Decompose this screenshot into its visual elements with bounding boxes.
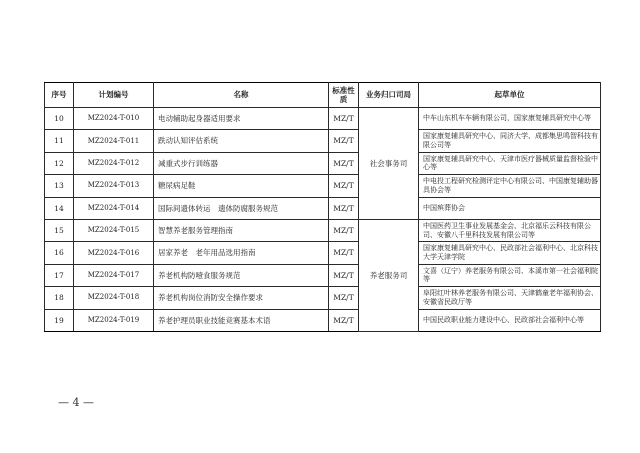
cell-seq: 15 bbox=[45, 219, 74, 241]
cell-seq: 17 bbox=[45, 264, 74, 286]
cell-plan-no: MZ2024-T-017 bbox=[74, 264, 154, 286]
cell-nature: MZ/T bbox=[329, 175, 359, 197]
cell-nature: MZ/T bbox=[329, 130, 359, 152]
cell-drafter: 国家康复辅具研究中心、民政部社会福利中心、北京科技大学天津学院 bbox=[419, 242, 601, 264]
table-row bbox=[45, 108, 601, 130]
table-row bbox=[45, 197, 601, 219]
cell-seq: 12 bbox=[45, 152, 74, 174]
header-plan-no: 计划编号 bbox=[74, 83, 154, 108]
cell-seq: 13 bbox=[45, 175, 74, 197]
cell-name: 国际间遗体转运 遗体防腐服务规范 bbox=[154, 197, 329, 219]
cell-name: 跌动认知评估系统 bbox=[154, 130, 329, 152]
header-drafter: 起草单位 bbox=[419, 83, 601, 108]
table-row bbox=[45, 152, 601, 174]
cell-nature: MZ/T bbox=[329, 219, 359, 241]
cell-plan-no: MZ2024-T-010 bbox=[74, 108, 154, 130]
cell-drafter: 中国医药卫生事业发展基金会、北京福乐云科技有限公司、安徽八千里科技发展有限公司等 bbox=[419, 219, 601, 241]
cell-name: 养老机构岗位消防安全操作要求 bbox=[154, 287, 329, 309]
header-dept: 业务归口司局 bbox=[359, 83, 419, 108]
table-row bbox=[45, 264, 601, 286]
cell-drafter: 阜阳红叶林养老服务有限公司、天津鹤童老年福利协会、安徽省民政厅等 bbox=[419, 287, 601, 309]
cell-nature: MZ/T bbox=[329, 108, 359, 130]
cell-plan-no: MZ2024-T-014 bbox=[74, 197, 154, 219]
table-row bbox=[45, 242, 601, 264]
cell-drafter: 中车山东机车车辆有限公司，国家康复辅具研究中心等 bbox=[419, 108, 601, 130]
cell-name: 养老护理员职业技能竞赛基本术语 bbox=[154, 309, 329, 331]
header-standard-nature: 标准性质 bbox=[329, 83, 359, 108]
cell-plan-no: MZ2024-T-013 bbox=[74, 175, 154, 197]
cell-nature: MZ/T bbox=[329, 264, 359, 286]
cell-drafter: 中国民政职业能力建设中心、民政部社会福利中心等 bbox=[419, 309, 601, 331]
cell-seq: 18 bbox=[45, 287, 74, 309]
cell-plan-no: MZ2024-T-018 bbox=[74, 287, 154, 309]
cell-name: 养老机构防噎食服务规范 bbox=[154, 264, 329, 286]
cell-name: 智慧养老服务管理指南 bbox=[154, 219, 329, 241]
cell-plan-no: MZ2024-T-015 bbox=[74, 219, 154, 241]
table-row bbox=[45, 287, 601, 309]
cell-name: 减重式步行训练器 bbox=[154, 152, 329, 174]
cell-name: 居家养老 老年用品选用指南 bbox=[154, 242, 329, 264]
cell-drafter: 中国殡葬协会 bbox=[419, 197, 601, 219]
cell-seq: 11 bbox=[45, 130, 74, 152]
cell-plan-no: MZ2024-T-016 bbox=[74, 242, 154, 264]
cell-name: 电动辅助起身器适用要求 bbox=[154, 108, 329, 130]
table-row bbox=[45, 130, 601, 152]
cell-plan-no: MZ2024-T-019 bbox=[74, 309, 154, 331]
table-row bbox=[45, 219, 601, 241]
table-header-row bbox=[45, 83, 601, 108]
cell-nature: MZ/T bbox=[329, 197, 359, 219]
cell-seq: 16 bbox=[45, 242, 74, 264]
cell-nature: MZ/T bbox=[329, 287, 359, 309]
table-row bbox=[45, 175, 601, 197]
header-seq: 序号 bbox=[45, 83, 74, 108]
cell-drafter: 中电投工程研究检测评定中心有限公司、中国康复辅助器具协会等 bbox=[419, 175, 601, 197]
cell-drafter: 国家康复辅具研究中心、同济大学、成都集思鸣智科技有限公司等 bbox=[419, 130, 601, 152]
cell-plan-no: MZ2024-T-011 bbox=[74, 130, 154, 152]
cell-drafter: 文喜（辽宁）养老服务有限公司、本溪市第一社会福利院等 bbox=[419, 264, 601, 286]
cell-nature: MZ/T bbox=[329, 242, 359, 264]
cell-seq: 19 bbox=[45, 309, 74, 331]
standards-plan-table bbox=[44, 82, 601, 332]
cell-drafter: 国家康复辅具研究中心、天津市医疗器械质量监督检验中心等 bbox=[419, 152, 601, 174]
header-name: 名称 bbox=[154, 83, 329, 108]
page-number: — 4 — bbox=[58, 396, 94, 409]
cell-nature: MZ/T bbox=[329, 152, 359, 174]
cell-nature: MZ/T bbox=[329, 309, 359, 331]
cell-plan-no: MZ2024-T-012 bbox=[74, 152, 154, 174]
cell-dept-group: 社会事务司 bbox=[359, 108, 419, 220]
cell-seq: 14 bbox=[45, 197, 74, 219]
cell-name: 糖尿病足鞋 bbox=[154, 175, 329, 197]
cell-seq: 10 bbox=[45, 108, 74, 130]
table-row bbox=[45, 309, 601, 331]
cell-dept-group: 养老服务司 bbox=[359, 219, 419, 331]
